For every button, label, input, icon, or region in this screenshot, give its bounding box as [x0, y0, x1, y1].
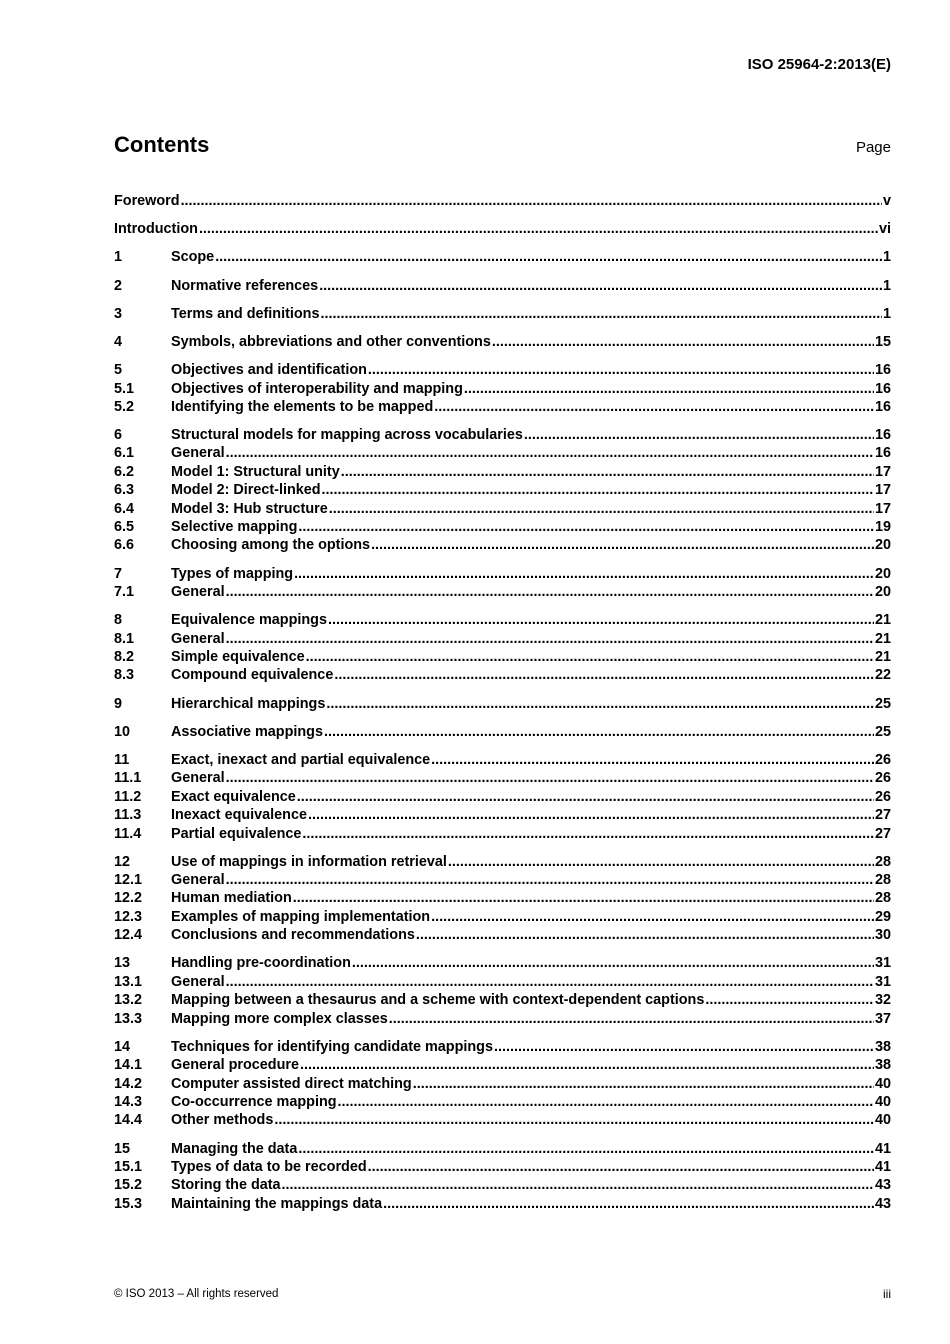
toc-entry-page: 16	[874, 427, 891, 444]
toc-dot-leader	[464, 380, 874, 398]
toc-group	[114, 248, 891, 266]
toc-dot-leader	[282, 1176, 874, 1194]
toc-entry-page: 16	[874, 362, 891, 379]
toc-entry-page: 16	[874, 445, 891, 462]
toc-dot-leader	[431, 908, 874, 926]
toc-entry-page: 17	[874, 463, 891, 480]
toc-dot-leader	[181, 192, 882, 210]
toc-dot-leader	[274, 1111, 874, 1129]
toc-entry[interactable]	[114, 305, 891, 323]
toc-entry[interactable]	[114, 426, 891, 444]
toc-entry-title: Partial equivalence	[171, 825, 302, 842]
toc-entry-page: 29	[874, 908, 891, 925]
toc-entry-title: Objectives and identification	[171, 362, 367, 379]
toc-dot-leader	[226, 769, 874, 787]
toc-entry-title: General	[171, 445, 225, 462]
toc-entry[interactable]	[114, 248, 891, 266]
toc-dot-leader	[416, 926, 874, 944]
toc-dot-leader	[298, 518, 874, 536]
toc-dot-leader	[226, 871, 874, 889]
toc-dot-leader	[705, 991, 874, 1009]
toc-entry-title: Choosing among the options	[171, 537, 371, 554]
toc-entry-number: 1	[114, 249, 123, 266]
toc-dot-leader	[320, 305, 882, 323]
toc-entry[interactable]	[114, 536, 891, 554]
toc-dot-leader	[352, 954, 874, 972]
toc-entry[interactable]	[114, 1056, 891, 1074]
toc-entry-page: 1	[882, 305, 891, 322]
toc-entry-number: 13.1	[114, 973, 143, 990]
toc-entry[interactable]	[114, 806, 891, 824]
toc-entry-title: Conclusions and recommendations	[171, 927, 415, 944]
toc-entry-title: Compound equivalence	[171, 667, 334, 684]
document-id: ISO 25964-2:2013(E)	[747, 56, 891, 73]
toc-entry-title: Objectives of interoperability and mapping	[171, 380, 463, 397]
toc-entry-page: 20	[874, 584, 891, 601]
page-column-label: Page	[855, 139, 891, 156]
toc-entry[interactable]	[114, 973, 891, 991]
toc-entry-title: Handling pre-coordination	[171, 955, 351, 972]
toc-entry-title: Maintaining the mappings data	[171, 1195, 383, 1212]
toc-entry-page: 25	[874, 695, 891, 712]
toc-entry-page: 22	[874, 667, 891, 684]
toc-group	[114, 361, 891, 416]
toc-entry-title: Model 1: Structural unity	[171, 463, 340, 480]
toc-entry-page: 43	[874, 1177, 891, 1194]
toc-entry-title: Storing the data	[171, 1177, 281, 1194]
toc-entry-number: 13.3	[114, 1010, 143, 1027]
toc-entry-page: v	[882, 193, 891, 209]
toc-entry-title: Exact equivalence	[171, 788, 296, 805]
toc-dot-leader	[306, 648, 874, 666]
toc-group	[114, 723, 891, 741]
toc-entry-page: 21	[874, 612, 891, 629]
toc-entry-number: 14.2	[114, 1075, 143, 1092]
toc-entry-page: 21	[874, 648, 891, 665]
toc-entry-page: 26	[874, 751, 891, 768]
toc-entry-number: 11.2	[114, 788, 142, 805]
toc-group	[114, 565, 891, 602]
toc-entry[interactable]	[114, 583, 891, 601]
toc-dot-leader	[302, 825, 874, 843]
toc-entry-number: 14.4	[114, 1112, 143, 1129]
toc-entry[interactable]	[114, 1176, 891, 1194]
toc-entry-title: Exact, inexact and partial equivalence	[171, 751, 431, 768]
toc-entry-title: Inexact equivalence	[171, 807, 307, 824]
toc-entry-page: 25	[874, 723, 891, 740]
toc-entry-title: Techniques for identifying candidate mappings	[171, 1038, 493, 1055]
toc-dot-leader	[226, 973, 874, 991]
toc-entry[interactable]	[114, 825, 891, 843]
toc-entry-number: 3	[114, 305, 123, 322]
toc-entry-title: Normative references	[171, 277, 319, 294]
toc-entry-number: 11.4	[114, 825, 142, 842]
toc-dot-leader	[492, 333, 874, 351]
toc-entry-page: vi	[878, 221, 891, 238]
toc-entry-title: Foreword	[114, 193, 180, 209]
toc-entry-title: Co-occurrence mapping	[171, 1093, 337, 1110]
toc-dot-leader	[368, 361, 874, 379]
toc-entry-number: 11.3	[114, 807, 142, 824]
toc-entry[interactable]	[114, 954, 891, 972]
toc-dot-leader	[226, 444, 874, 462]
toc-dot-leader	[448, 853, 874, 871]
toc-entry[interactable]	[114, 333, 891, 351]
toc-entry[interactable]	[114, 1158, 891, 1176]
toc-dot-leader	[338, 1093, 874, 1111]
toc-group	[114, 695, 891, 713]
toc-dot-leader	[215, 248, 882, 266]
toc-entry-number: 5.1	[114, 380, 135, 397]
toc-entry-number: 14	[114, 1038, 131, 1055]
toc-entry-title: Equivalence mappings	[171, 612, 327, 629]
toc-dot-leader	[371, 536, 874, 554]
toc-entry-page: 30	[874, 927, 891, 944]
toc-entry[interactable]	[114, 926, 891, 944]
toc-entry-number: 14.1	[114, 1057, 143, 1074]
toc-entry-page: 1	[882, 277, 891, 294]
toc-entry-title: Scope	[171, 249, 215, 266]
toc-dot-leader	[334, 666, 874, 684]
toc-entry-title: Use of mappings in information retrieval	[171, 853, 447, 870]
toc-entry-number: 8.2	[114, 648, 135, 665]
toc-entry-title: Examples of mapping implementation	[171, 908, 431, 925]
toc-entry-number: 8.1	[114, 630, 135, 647]
toc-entry-page: 28	[874, 872, 891, 889]
toc-entry[interactable]	[114, 444, 891, 462]
toc-entry-number: 8.3	[114, 667, 135, 684]
toc-dot-leader	[298, 1140, 874, 1158]
toc-entry-number: 12.3	[114, 908, 143, 925]
toc-entry-page: 41	[874, 1140, 891, 1157]
toc-entry-title: Identifying the elements to be mapped	[171, 398, 434, 415]
toc-entry-title: Model 3: Hub structure	[171, 500, 328, 517]
toc-entry[interactable]	[114, 1195, 891, 1213]
toc-entry-title: General	[171, 770, 225, 787]
toc-entry-page: 20	[874, 565, 891, 582]
toc-entry-page: 31	[874, 955, 891, 972]
toc-entry-page: 20	[874, 537, 891, 554]
toc-entry[interactable]	[114, 723, 891, 741]
toc-entry-title: Associative mappings	[171, 723, 323, 740]
toc-entry-title: Computer assisted direct matching	[171, 1075, 412, 1092]
footer-page-number: iii	[883, 1287, 891, 1301]
toc-entry-title: Model 2: Direct-linked	[171, 482, 321, 499]
toc-entry-number: 8	[114, 612, 123, 629]
toc-entry-number: 15.1	[114, 1158, 143, 1175]
toc-entry-number: 12	[114, 853, 131, 870]
toc-entry-title: Selective mapping	[171, 519, 298, 536]
toc-entry-number: 15.3	[114, 1195, 143, 1212]
toc-entry-title: Mapping between a thesaurus and a scheme with context-dependent captions	[171, 992, 705, 1009]
toc-entry[interactable]	[114, 769, 891, 787]
toc-entry-title: Mapping more complex classes	[171, 1010, 388, 1027]
toc-entry-page: 21	[874, 630, 891, 647]
toc-entry[interactable]	[114, 871, 891, 889]
toc-entry-page: 1	[882, 249, 891, 266]
toc-entry-number: 6	[114, 427, 123, 444]
page-title: Contents	[114, 132, 210, 157]
toc-dot-leader	[341, 463, 874, 481]
toc-dot-leader	[308, 806, 874, 824]
toc-group	[114, 426, 891, 555]
toc-entry-number: 6.6	[114, 537, 135, 554]
toc-entry-page: 40	[874, 1093, 891, 1110]
toc-dot-leader	[324, 723, 874, 741]
toc-entry-title: General	[171, 630, 225, 647]
toc-entry[interactable]	[114, 751, 891, 769]
toc-entry-page: 32	[874, 992, 891, 1009]
toc-entry-title: Types of mapping	[171, 565, 294, 582]
toc-dot-leader	[297, 788, 874, 806]
toc-entry[interactable]	[114, 1093, 891, 1111]
toc-entry[interactable]	[114, 788, 891, 806]
toc-entry[interactable]	[114, 463, 891, 481]
toc-group	[114, 1038, 891, 1130]
toc-group	[114, 305, 891, 323]
toc-entry-number: 5.2	[114, 398, 135, 415]
toc-dot-leader	[431, 751, 874, 769]
toc-dot-leader	[524, 426, 874, 444]
toc-dot-leader	[300, 1056, 874, 1074]
toc-entry-page: 17	[874, 482, 891, 499]
toc-entry-page: 41	[874, 1158, 891, 1175]
toc-entry[interactable]	[114, 192, 891, 210]
toc-entry-page: 15	[874, 333, 891, 350]
toc-entry-page: 43	[874, 1195, 891, 1212]
toc-entry-number: 15.2	[114, 1177, 143, 1194]
toc-entry[interactable]	[114, 611, 891, 629]
toc-entry-number: 7	[114, 565, 123, 582]
toc-entry-title: Terms and definitions	[171, 305, 320, 322]
toc-entry[interactable]	[114, 889, 891, 907]
toc-dot-leader	[434, 398, 874, 416]
toc-entry[interactable]	[114, 1140, 891, 1158]
toc-dot-leader	[413, 1075, 874, 1093]
toc-dot-leader	[294, 565, 874, 583]
toc-entry-number: 6.2	[114, 463, 135, 480]
toc-entry-page: 17	[874, 500, 891, 517]
toc-entry-number: 6.4	[114, 500, 135, 517]
toc-entry[interactable]	[114, 991, 891, 1009]
toc-entry-page: 26	[874, 770, 891, 787]
toc-entry-page: 28	[874, 890, 891, 907]
toc-entry-title: General	[171, 973, 225, 990]
toc-dot-leader	[383, 1195, 874, 1213]
toc-dot-leader	[329, 500, 874, 518]
toc-entry-number: 14.3	[114, 1093, 143, 1110]
toc-entry-page: 19	[874, 519, 891, 536]
toc-entry-page: 27	[874, 807, 891, 824]
toc-entry-title: Symbols, abbreviations and other conventions	[171, 333, 491, 350]
toc-entry-page: 38	[874, 1057, 891, 1074]
toc-entry[interactable]	[114, 565, 891, 583]
toc-entry[interactable]	[114, 1010, 891, 1028]
toc-entry-number: 7.1	[114, 584, 135, 601]
toc-entry-number: 2	[114, 277, 123, 294]
toc-entry-page: 40	[874, 1112, 891, 1129]
toc-entry[interactable]	[114, 361, 891, 379]
toc-group	[114, 751, 891, 843]
toc-entry-page: 28	[874, 853, 891, 870]
toc-entry-number: 15	[114, 1140, 131, 1157]
toc-group	[114, 192, 891, 210]
toc-entry-page: 26	[874, 788, 891, 805]
toc-group	[114, 853, 891, 945]
toc-entry-title: General procedure	[171, 1057, 299, 1074]
toc-entry-page: 31	[874, 973, 891, 990]
toc-dot-leader	[494, 1038, 874, 1056]
toc-entry-title: Structural models for mapping across vocabularies	[171, 427, 523, 444]
toc-group	[114, 611, 891, 685]
toc-dot-leader	[199, 220, 878, 238]
toc-entry-page: 40	[874, 1075, 891, 1092]
toc-entry[interactable]	[114, 380, 891, 398]
toc-entry-number: 5	[114, 362, 123, 379]
toc-dot-leader	[319, 277, 882, 295]
toc-entry-title: Hierarchical mappings	[171, 695, 326, 712]
toc-entry-page: 27	[874, 825, 891, 842]
toc-group	[114, 1140, 891, 1214]
toc-entry-number: 10	[114, 723, 131, 740]
toc-entry[interactable]	[114, 1038, 891, 1056]
toc-entry[interactable]	[114, 518, 891, 536]
toc-dot-leader	[322, 481, 874, 499]
table-of-contents	[114, 192, 891, 1223]
toc-dot-leader	[368, 1158, 874, 1176]
toc-entry[interactable]	[114, 630, 891, 648]
toc-dot-leader	[389, 1010, 874, 1028]
toc-entry-number: 9	[114, 695, 123, 712]
toc-entry-number: 12.4	[114, 927, 143, 944]
toc-entry-title: Managing the data	[171, 1140, 298, 1157]
toc-entry-number: 6.1	[114, 445, 135, 462]
toc-entry-title: Human mediation	[171, 890, 292, 907]
toc-dot-leader	[226, 583, 874, 601]
toc-entry[interactable]	[114, 648, 891, 666]
toc-entry[interactable]	[114, 853, 891, 871]
toc-entry-number: 6.3	[114, 482, 135, 499]
toc-dot-leader	[293, 889, 874, 907]
toc-entry[interactable]	[114, 481, 891, 499]
toc-entry[interactable]	[114, 398, 891, 416]
toc-entry-number: 11	[114, 751, 130, 768]
toc-dot-leader	[328, 611, 874, 629]
toc-entry-title: Introduction	[114, 221, 198, 238]
toc-entry-number: 12.2	[114, 890, 143, 907]
toc-entry[interactable]	[114, 1075, 891, 1093]
toc-entry-page: 37	[874, 1010, 891, 1027]
toc-entry-title: Simple equivalence	[171, 648, 305, 665]
toc-entry-number: 4	[114, 333, 123, 350]
toc-group	[114, 220, 891, 238]
toc-entry-number: 12.1	[114, 872, 143, 889]
toc-entry-page: 38	[874, 1038, 891, 1055]
toc-entry[interactable]	[114, 695, 891, 713]
toc-entry[interactable]	[114, 220, 891, 238]
toc-entry-number: 13.2	[114, 992, 143, 1009]
toc-entry[interactable]	[114, 908, 891, 926]
toc-entry-title: General	[171, 872, 225, 889]
toc-entry-title: Types of data to be recorded	[171, 1158, 367, 1175]
footer-copyright: © ISO 2013 – All rights reserved	[114, 1288, 279, 1300]
toc-entry-title: Other methods	[171, 1112, 274, 1129]
toc-dot-leader	[226, 630, 874, 648]
toc-entry-page: 16	[874, 380, 891, 397]
toc-group	[114, 333, 891, 351]
toc-entry[interactable]	[114, 277, 891, 295]
toc-entry-title: General	[171, 584, 225, 601]
toc-entry-page: 16	[874, 398, 891, 415]
toc-entry[interactable]	[114, 1111, 891, 1129]
toc-entry[interactable]	[114, 666, 891, 684]
toc-entry[interactable]	[114, 500, 891, 518]
toc-entry-number: 13	[114, 955, 131, 972]
toc-dot-leader	[326, 695, 874, 713]
toc-group	[114, 954, 891, 1028]
toc-group	[114, 277, 891, 295]
toc-entry-number: 11.1	[114, 770, 142, 787]
toc-entry-number: 6.5	[114, 519, 135, 536]
